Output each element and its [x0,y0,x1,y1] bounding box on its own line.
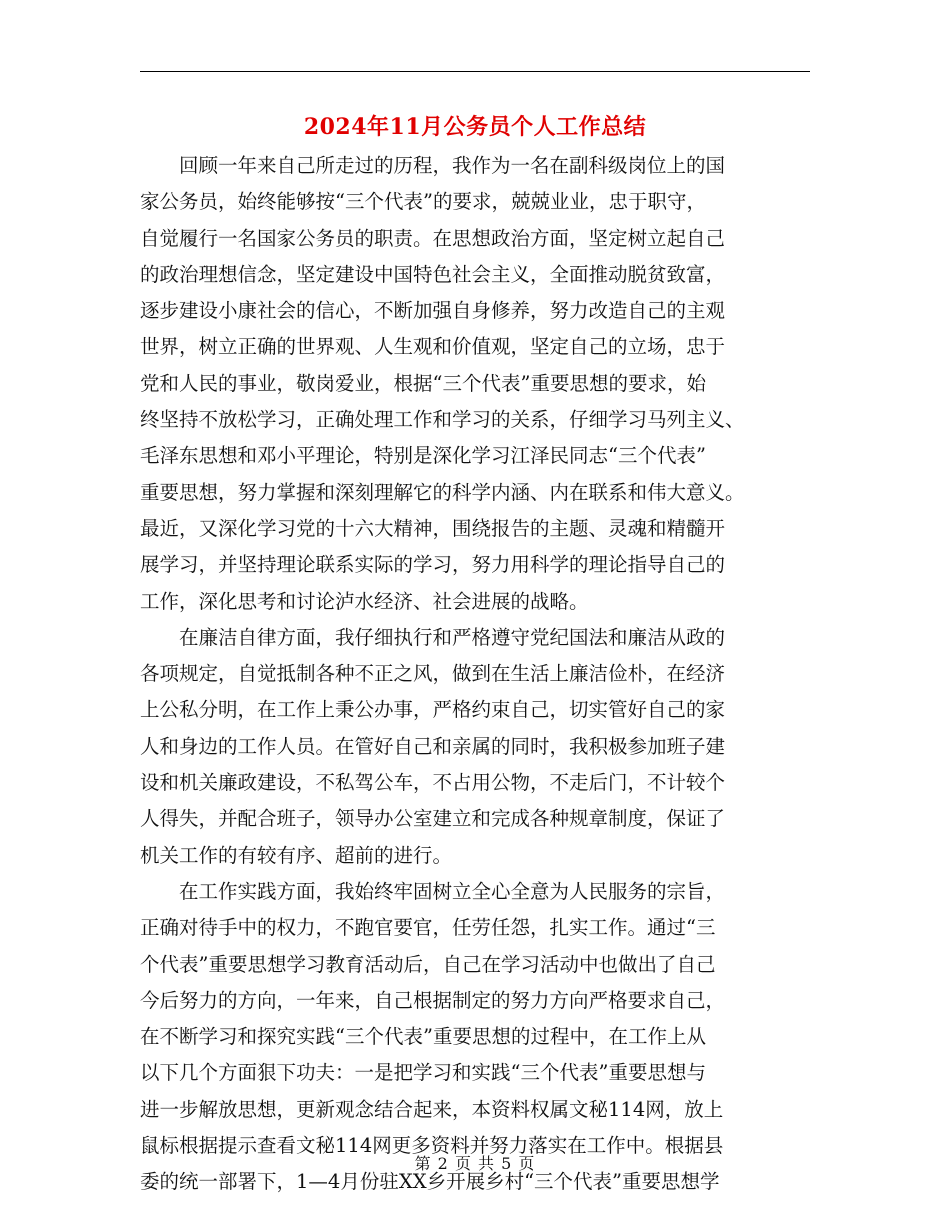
paragraph [140,148,810,620]
text-line: 逐步建设小康社会的信心，不断加强自身修养，努力改造自己的主观 [140,299,726,323]
text-line: 上公私分明，在工作上秉公办事，严格约束自己，切实管好自己的家 [140,698,726,722]
text-line: 展学习，并坚持理论联系实际的学习，努力用科学的理论指导自己的 [140,553,726,577]
text-line: 重要思想，努力掌握和深刻理解它的科学内涵、内在联系和伟大意义。 [140,480,745,504]
page-footer: 第 2 页 共 5 页 [414,1154,536,1173]
paragraph [140,620,810,874]
text-line: 在廉洁自律方面，我仔细执行和严格遵守党纪国法和廉洁从政的 [179,625,726,649]
text-line: 人得失，并配合班子，领导办公室建立和完成各种规章制度，保证了 [140,807,726,831]
text-line: 家公务员，始终能够按“三个代表”的要求，兢兢业业，忠于职守， [140,190,706,214]
text-line: 人和身边的工作人员。在管好自己和亲属的同时，我积极参加班子建 [140,734,726,758]
header-rule [140,71,810,72]
text-line: 各项规定，自觉抵制各种不正之风，做到在生活上廉洁俭朴，在经济 [140,662,726,686]
document-body [140,148,810,1201]
text-line: 终坚持不放松学习，正确处理工作和学习的关系，仔细学习马列主义、 [140,408,745,432]
text-line: 世界，树立正确的世界观、人生观和价值观，坚定自己的立场，忠于 [140,335,726,359]
text-line: 委的统一部署下，1—4月份驻XX乡开展乡村“三个代表”重要思想学 [140,1170,720,1194]
text-line: 回顾一年来自己所走过的历程，我作为一名在副科级岗位上的国 [179,154,726,177]
text-line: 党和人民的事业，敬岗爱业，根据“三个代表”重要思想的要求，始 [140,371,706,395]
text-line: 最近，又深化学习党的十六大精神，围绕报告的主题、灵魂和精髓开 [140,516,726,540]
text-line: 机关工作的有较有序、超前的进行。 [140,843,453,867]
text-line: 进一步解放思想，更新观念结合起来，本资料权属文秘114网，放上 [140,1097,724,1121]
text-line: 以下几个方面狠下功夫：一是把学习和实践“三个代表”重要思想与 [140,1061,706,1085]
text-line: 鼠标根据提示查看文秘114网更多资料并努力落实在工作中。根据县 [140,1134,724,1158]
text-line: 正确对待手中的权力，不跑官要官，任劳任怨，扎实工作。通过“三 [140,916,716,940]
text-line: 工作，深化思考和讨论泸水经济、社会进展的战略。 [140,589,589,613]
text-line: 的政治理想信念，坚定建设中国特色社会主义，全面推动脱贫致富， [140,262,726,286]
document-title: 2024年11月公务员个人工作总结 [303,114,647,140]
text-line: 毛泽东思想和邓小平理论，特别是深化学习江泽民同志“三个代表” [140,444,706,468]
text-line: 在工作实践方面，我始终牢固树立全心全意为人民服务的宗旨， [179,879,726,903]
text-line: 在不断学习和探究实践“三个代表”重要思想的过程中，在工作上从 [140,1025,706,1049]
text-line: 个代表”重要思想学习教育活动后，自己在学习活动中也做出了自己 [140,952,716,976]
text-line: 今后努力的方向，一年来，自己根据制定的努力方向严格要求自己， [140,988,726,1012]
text-line: 设和机关廉政建设，不私驾公车，不占用公物，不走后门，不计较个 [140,771,726,795]
text-line: 自觉履行一名国家公务员的职责。在思想政治方面，坚定树立起自己 [140,226,726,250]
